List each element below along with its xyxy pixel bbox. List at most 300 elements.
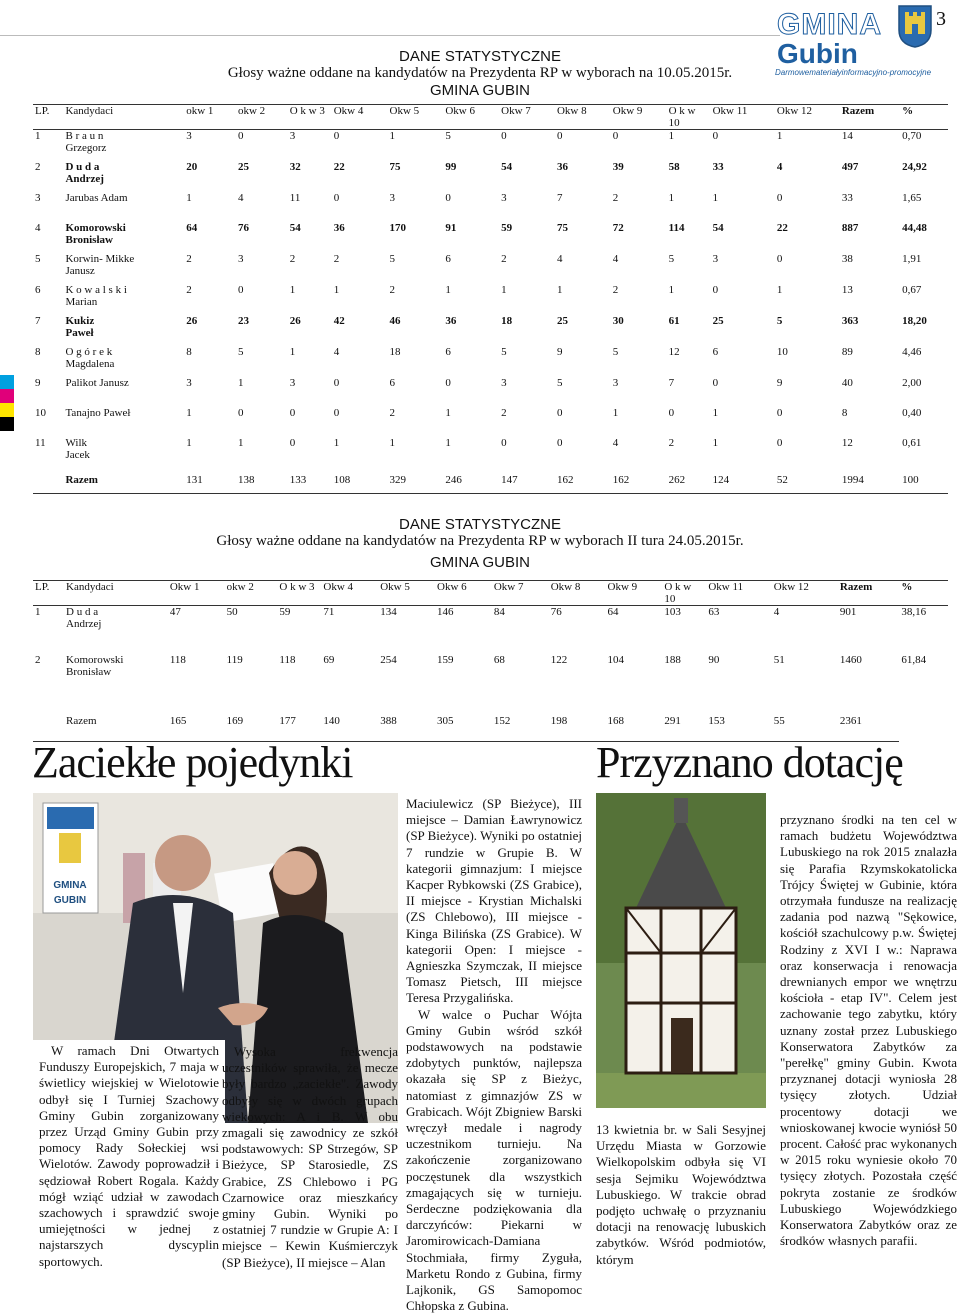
value-cell: 25 <box>712 314 724 327</box>
candidate-cell <box>63 192 184 222</box>
candidate-cell <box>63 253 184 284</box>
value-cell: 68 <box>493 653 505 666</box>
table-row <box>33 192 948 222</box>
value-cell: 0 <box>556 436 563 449</box>
value-cell: 0,40 <box>902 406 922 419</box>
church-photo <box>596 793 766 1108</box>
candidate-firstname: Janusz <box>65 264 95 277</box>
value-cell: 5 <box>612 345 619 358</box>
value-cell: 2 <box>186 252 192 265</box>
table2-heading-2: Głosy ważne oddane na kandydatów na Prezydenta RP w wyborach II tura 24.05.2015r. <box>216 533 744 549</box>
value-cell: 159 <box>437 653 454 666</box>
value-cell: 0 <box>237 130 244 142</box>
value-cell: 54 <box>289 221 301 234</box>
table1-heading-1: DANE STATYSTYCZNE <box>399 48 561 65</box>
value-cell: 4 <box>556 252 563 265</box>
value-cell: 1 <box>712 406 719 419</box>
table-row <box>33 407 948 437</box>
value-cell: 4 <box>612 436 619 449</box>
logo-gmina-text: GMINA <box>777 8 882 41</box>
value-cell: 0 <box>556 130 563 142</box>
sign-gubin-text: GUBIN <box>53 895 87 906</box>
value-cell: 3 <box>712 252 719 265</box>
value-cell: 0 <box>776 436 783 449</box>
value-cell: 1 <box>237 436 244 449</box>
value-cell: 170 <box>389 221 407 234</box>
value-cell: 61 <box>668 314 680 327</box>
column-header: Kandydaci <box>64 581 168 606</box>
value-cell: 1 <box>333 436 340 449</box>
column-header: O k w 3 <box>288 105 332 130</box>
value-cell: 497 <box>841 160 859 173</box>
article1-col3 <box>406 796 582 1315</box>
value-cell: 0 <box>445 376 451 389</box>
total-cell: 165 <box>168 702 225 742</box>
column-header: Okw 12 <box>772 581 838 606</box>
value-cell: 23 <box>237 314 249 327</box>
column-header: O k w 3 <box>277 581 321 606</box>
value-cell: 3 <box>237 252 244 265</box>
value-cell: 2 <box>389 406 396 419</box>
total-cell: 131 <box>184 468 236 494</box>
candidate-firstname: Andrzej <box>66 618 102 630</box>
candidate-surname: D u d a <box>65 160 100 173</box>
value-cell: 2,00 <box>902 376 922 389</box>
row-number: 2 <box>35 653 41 666</box>
article1-headline: Zaciekłe pojedynki <box>32 738 353 787</box>
total-cell: 153 <box>706 702 771 742</box>
value-cell: 0 <box>445 191 451 204</box>
value-cell: 114 <box>668 221 685 234</box>
value-cell: 2 <box>289 252 296 265</box>
value-cell: 59 <box>501 221 513 234</box>
table-row <box>33 315 948 346</box>
value-cell: 5 <box>389 252 396 265</box>
value-cell: 3 <box>186 376 192 389</box>
value-cell: 119 <box>226 653 243 666</box>
value-cell: 1 <box>501 283 507 296</box>
candidate-firstname: Magdalena <box>65 357 115 370</box>
total-empty-cell <box>33 468 63 494</box>
total-cell: 124 <box>711 468 775 494</box>
value-cell: 0 <box>333 191 340 204</box>
table-row <box>33 346 948 377</box>
column-header: okw 1 <box>184 105 236 130</box>
total-cell: 177 <box>277 702 321 742</box>
candidate-surname: Komorowski <box>66 653 124 666</box>
results-table-round2 <box>33 580 948 742</box>
value-cell: 0,70 <box>902 130 922 142</box>
logo-gubin-text: Gubin <box>777 38 858 69</box>
value-cell: 1,91 <box>902 252 922 265</box>
value-cell: 3 <box>389 191 396 204</box>
table-row <box>33 377 948 407</box>
value-cell: 30 <box>612 314 624 327</box>
value-cell: 4 <box>237 191 244 204</box>
value-cell: 5 <box>237 345 244 358</box>
value-cell: 7 <box>668 376 675 389</box>
value-cell: 33 <box>712 160 724 173</box>
candidate-surname: B r a u n <box>65 130 104 142</box>
column-header: Kandydaci <box>63 105 184 130</box>
candidate-cell <box>63 377 184 407</box>
value-cell: 4 <box>773 606 780 618</box>
value-cell: 0 <box>289 436 296 449</box>
article1-col3-text2: W walce o Puchar Wójta Gminy Gubin wśród szkół podstawowych na podstawie zdobytych punktów, najlepsza okazała się SP z Bieżyc, natomiast z gimnazjów ZS w Grabicach. Wójt Zbigniew Barski wręczył medale i nagrody uczestnikom turnieju. Na zakończenie zorganizowano poczęstunek dla wszystkich zmagających się w turnieju. Serdeczne podziękowania dla darczyńców: Piekarni w Jaromirowicach-Damiana Stochmiała, firmy Zyguła, Marketu Rondo z Gubina, firmy Lajkonik, GS Samopomoc Chłopska z Gubina. <box>406 1006 582 1314</box>
table-header-row <box>33 581 948 606</box>
value-cell: 4 <box>612 252 619 265</box>
value-cell: 1 <box>612 406 619 419</box>
value-cell: 75 <box>389 160 401 173</box>
value-cell: 33 <box>841 191 853 204</box>
column-header: Okw 8 <box>549 581 606 606</box>
table-total-row <box>33 702 948 742</box>
value-cell: 0,67 <box>902 283 922 296</box>
value-cell: 0 <box>712 376 719 389</box>
candidate-firstname: Jacek <box>65 448 90 461</box>
table2-heading-3: GMINA GUBIN <box>429 554 530 571</box>
total-cell: 108 <box>332 468 388 494</box>
row-number: 8 <box>35 345 41 358</box>
article1-col3-text1: Maciulewicz (SP Bieżyce), III miejsce – Damian Ławrynowicz (SP Bieżyce). Wyniki po ostatniej 7 rundzie w Grupie B. W kategorii gimnazjum: I miejsce Kacper Rybkowski (ZS Grabice), II miejsce - Krystian Michalski (ZS Chlebowo), III miejsce - Kinga Bilińska (ZS Grabice). W kategorii Open: I miejsce - Agnieszka Szymczak, II miejsce Tomasz Pietsch, III miejsce Teresa Przygalińska. <box>406 796 582 1006</box>
total-cell: 305 <box>435 702 492 742</box>
value-cell: 47 <box>169 606 181 618</box>
total-cell: 162 <box>611 468 667 494</box>
value-cell: 22 <box>776 221 788 234</box>
column-header: Razem <box>840 105 900 130</box>
logo-slogan: Darmowemateriałyinformacyjno-promocyjne <box>775 68 932 77</box>
candidate-firstname: Paweł <box>65 326 94 339</box>
value-cell: 84 <box>493 606 505 618</box>
row-number: 3 <box>35 191 41 204</box>
value-cell: 0 <box>333 406 340 419</box>
article2-col1 <box>596 1122 766 1268</box>
value-cell: 26 <box>289 314 301 327</box>
total-cell: 100 <box>900 468 948 494</box>
value-cell: 9 <box>556 345 563 358</box>
value-cell: 10 <box>776 345 788 358</box>
value-cell: 7 <box>556 191 563 204</box>
candidate-firstname: Bronisław <box>66 665 112 678</box>
results-table-round1 <box>33 104 948 494</box>
value-cell: 887 <box>841 221 859 234</box>
value-cell: 54 <box>712 221 724 234</box>
value-cell: 0 <box>556 406 563 419</box>
value-cell: 24,92 <box>902 160 927 173</box>
column-header: Okw 1 <box>168 581 225 606</box>
table-header-row <box>33 105 948 130</box>
candidate-cell <box>64 606 168 654</box>
value-cell: 3 <box>501 376 507 389</box>
column-header: O k w 10 <box>667 105 711 130</box>
value-cell: 59 <box>279 606 291 618</box>
value-cell: 39 <box>612 160 624 173</box>
value-cell: 91 <box>445 221 457 234</box>
value-cell: 104 <box>607 653 625 666</box>
candidate-firstname: Andrzej <box>65 172 104 185</box>
column-header: Okw 4 <box>332 105 388 130</box>
header-rule <box>0 35 780 36</box>
candidate-firstname: Bronisław <box>65 233 113 246</box>
table-total-row <box>33 468 948 494</box>
candidate-surname: Jarubas Adam <box>65 191 128 204</box>
value-cell: 1 <box>289 283 296 296</box>
value-cell: 3 <box>612 376 619 389</box>
value-cell: 1 <box>712 191 719 204</box>
candidate-surname: Komorowski <box>65 221 126 234</box>
value-cell: 40 <box>841 376 853 389</box>
table1-heading-3: GMINA GUBIN <box>429 82 530 99</box>
total-cell: 388 <box>378 702 435 742</box>
total-cell: 246 <box>443 468 499 494</box>
total-cell: 133 <box>288 468 332 494</box>
value-cell: 18 <box>389 345 401 358</box>
value-cell: 6 <box>712 345 719 358</box>
column-header: Razem <box>838 581 899 606</box>
value-cell: 64 <box>607 606 619 618</box>
value-cell: 38,16 <box>901 606 927 618</box>
value-cell: 0 <box>237 406 244 419</box>
value-cell: 90 <box>708 653 720 666</box>
value-cell: 13 <box>841 283 853 296</box>
table-row <box>33 654 948 702</box>
value-cell: 5 <box>501 345 507 358</box>
value-cell: 0,61 <box>902 436 922 449</box>
value-cell: 71 <box>323 606 335 618</box>
page-number: 3 <box>936 8 946 30</box>
value-cell: 6 <box>445 345 451 358</box>
coat-of-arms-icon <box>897 4 933 48</box>
value-cell: 89 <box>841 345 853 358</box>
value-cell: 8 <box>841 406 848 419</box>
value-cell: 20 <box>186 160 198 173</box>
article2-col2 <box>780 812 957 1249</box>
value-cell: 26 <box>186 314 198 327</box>
total-cell: 140 <box>321 702 378 742</box>
column-header: Okw 11 <box>711 105 775 130</box>
value-cell: 2 <box>501 406 507 419</box>
candidate-surname: O g ó r e k <box>65 345 113 358</box>
value-cell: 18,20 <box>902 314 927 327</box>
column-header: Okw 9 <box>606 581 663 606</box>
candidate-cell <box>63 284 184 315</box>
value-cell: 0 <box>333 130 340 142</box>
value-cell: 1460 <box>839 653 862 666</box>
value-cell: 0 <box>776 191 783 204</box>
column-header: okw 2 <box>236 105 288 130</box>
value-cell: 0 <box>712 130 719 142</box>
article2-headline: Przyznano dotację <box>596 738 903 787</box>
candidate-cell <box>63 437 184 468</box>
total-cell: 329 <box>388 468 444 494</box>
candidate-surname: Wilk <box>65 436 88 449</box>
value-cell: 4 <box>333 345 340 358</box>
value-cell: 1 <box>186 436 192 449</box>
table-row <box>33 437 948 468</box>
value-cell: 2 <box>612 283 619 296</box>
value-cell: 1 <box>237 376 244 389</box>
article2-col1-text: 13 kwietnia br. w Sali Sesyjnej Urzędu Miasta w Gorzowie Wielkopolskim odbyła się VI sesja Sejmiku Województwa Lubuskiego. W trakcie obrad podjęto uchwałę o przyznaniu dotacji na renowację lubuskich zabytków. Wśród podmiotów, którym <box>596 1122 766 1267</box>
total-cell: 291 <box>662 702 706 742</box>
value-cell: 0 <box>776 252 783 265</box>
value-cell: 5 <box>668 252 675 265</box>
value-cell: 1 <box>668 191 675 204</box>
value-cell: 1 <box>776 130 783 142</box>
yellow-mark <box>0 403 14 417</box>
value-cell: 0 <box>712 283 719 296</box>
column-header: LP. <box>33 581 64 606</box>
value-cell: 36 <box>445 314 457 327</box>
value-cell: 46 <box>389 314 401 327</box>
value-cell: 1,65 <box>902 191 922 204</box>
candidate-firstname: Grzegorz <box>65 142 107 154</box>
value-cell: 51 <box>773 653 785 666</box>
total-label: Razem <box>63 468 184 494</box>
table1-heading <box>0 48 960 99</box>
table-row <box>33 222 948 253</box>
table2-heading <box>0 516 960 571</box>
column-header: Okw 7 <box>499 105 555 130</box>
value-cell: 1 <box>445 436 451 449</box>
value-cell: 1 <box>333 283 340 296</box>
value-cell: 6 <box>389 376 396 389</box>
row-number: 9 <box>35 376 41 389</box>
value-cell: 2 <box>389 283 396 296</box>
value-cell: 50 <box>226 606 238 618</box>
value-cell: 188 <box>664 653 681 666</box>
value-cell: 64 <box>186 221 198 234</box>
column-header: Okw 9 <box>611 105 667 130</box>
table-row <box>33 284 948 315</box>
value-cell: 0 <box>776 406 783 419</box>
value-cell: 36 <box>556 160 568 173</box>
value-cell: 14 <box>841 130 853 142</box>
value-cell: 72 <box>612 221 624 234</box>
value-cell: 0 <box>333 376 340 389</box>
value-cell: 2 <box>186 283 192 296</box>
value-cell: 3 <box>501 191 507 204</box>
candidate-surname: D u d a <box>66 606 99 618</box>
sign-gmina-text: GMINA <box>53 880 87 891</box>
total-cell: 147 <box>499 468 555 494</box>
total-cell: 162 <box>555 468 611 494</box>
total-cell: 152 <box>492 702 549 742</box>
value-cell: 118 <box>169 653 186 666</box>
article1-col2-text: Wysoka frekwencja uczestników sprawiła, że mecze były bardzo „zaciekłe". Zawody odbyły się w dwóch grupach wiekowych: A i B. W obu zmagali się zawodnicy ze szkół podstawowych: SP Strzegów, SP Bieżyce, SP Starosiedle, ZS Grabice, ZS Chlebowo i PG Czarnowice oraz mieszkańcy gminy Gubin. Wyniki po ostatniej 7 rundzie w Grupie A: I miejsce – Kewin Kuśmierczyk (SP Bieżyce), II miejsce – Alan <box>222 1044 398 1270</box>
value-cell: 5 <box>556 376 563 389</box>
value-cell: 1 <box>556 283 563 296</box>
value-cell: 0 <box>501 436 507 449</box>
value-cell: 11 <box>289 191 301 204</box>
magenta-mark <box>0 389 14 403</box>
cyan-mark <box>0 375 14 389</box>
value-cell: 63 <box>708 606 720 618</box>
table-row <box>33 161 948 192</box>
candidate-cell <box>63 222 184 253</box>
value-cell: 61,84 <box>901 653 927 666</box>
column-header: Okw 4 <box>321 581 378 606</box>
column-header: % <box>900 105 948 130</box>
value-cell: 75 <box>556 221 568 234</box>
total-cell: 52 <box>775 468 840 494</box>
value-cell: 363 <box>841 314 859 327</box>
value-cell: 58 <box>668 160 680 173</box>
candidate-cell <box>63 315 184 346</box>
value-cell: 2 <box>501 252 507 265</box>
value-cell: 4 <box>776 160 783 173</box>
table-row <box>33 130 948 161</box>
value-cell: 4,46 <box>902 345 922 358</box>
value-cell: 1 <box>668 283 675 296</box>
candidate-cell <box>63 407 184 437</box>
column-header: LP. <box>33 105 63 130</box>
value-cell: 5 <box>776 314 783 327</box>
value-cell: 6 <box>445 252 451 265</box>
value-cell: 32 <box>289 160 301 173</box>
column-header: okw 2 <box>225 581 278 606</box>
value-cell: 0 <box>237 283 244 296</box>
article1-col1-text: W ramach Dni Otwartych Funduszy Europejskich, 7 maja w świetlicy wiejskiej w Wielotowie odbył się I Turniej Szachowy Gminy Gubin zorganizowany przez Urząd Gminy Gubin przy pomocy Rady Sołeckiej wsi Wielotów. Zawody poprowadził i sędziował Robert Rogala. Każdy mógł wziąć udział w zawodach szachowych i sprawdzić swoje umiejętności w jednej z najstarszych dyscyplin sportowych. <box>39 1043 219 1269</box>
value-cell: 134 <box>380 606 397 618</box>
value-cell: 0 <box>289 406 296 419</box>
total-cell: 2361 <box>838 702 899 742</box>
column-header: Okw 7 <box>492 581 549 606</box>
candidate-surname: Kukiz <box>65 314 95 327</box>
value-cell: 9 <box>776 376 783 389</box>
candidate-cell <box>63 161 184 192</box>
value-cell: 25 <box>237 160 249 173</box>
value-cell: 2 <box>612 191 619 204</box>
row-number: 6 <box>35 283 41 296</box>
column-header: Okw 5 <box>378 581 435 606</box>
value-cell: 38 <box>841 252 853 265</box>
value-cell: 1 <box>186 191 192 204</box>
row-number: 2 <box>35 160 41 173</box>
value-cell: 2 <box>668 436 675 449</box>
candidate-surname: K o w a l s k i <box>65 283 127 296</box>
value-cell: 122 <box>550 653 568 666</box>
column-header: Okw 12 <box>775 105 840 130</box>
total-cell: 138 <box>236 468 288 494</box>
column-header: Okw 5 <box>388 105 444 130</box>
column-header: O k w 10 <box>662 581 706 606</box>
article2-col2-text: przyznano środki na ten cel w ramach budżetu Województwa Lubuskiego na rok 2015 znalazła się Parafia Rzymskokatolicka Trójcy Świętej w Gubinie, która otrzymała fundusze na realizację zadania pod nazwą "Sękowice, kościół szachulcowy p.w. Świętej Rodziny z XVI I w.: Naprawa oraz konserwacja i renowacja drewnianych empor we wnętrzu kościoła - etap IV". Celem jest zachowanie tego zabytku, który uznany został przez Lubuskiego Konserwatora Zabytków za "perełkę" gminy Gubin. Kwota przyznanej dotacji wyniosła 28 tysięcy złotych. Udział procentowy dotacji we wnioskowanej kwocie wyniósł 50 procent. Całość prac wykonanych w 2015 roku wyniesie około 70 tysięcy złotych. Pozostała część pokryta zostanie ze środków Lubuskiego Wojewódzkiego Konserwatora Zabytków oraz ze środków własnych parafii. <box>780 812 957 1249</box>
row-number: 1 <box>35 606 41 618</box>
value-cell: 76 <box>237 221 249 234</box>
value-cell: 12 <box>668 345 680 358</box>
table1-heading-2: Głosy ważne oddane na kandydatów na Prezydenta RP w wyborach na 10.05.2015r. <box>227 65 733 81</box>
value-cell: 3 <box>289 376 296 389</box>
value-cell: 0 <box>668 406 675 419</box>
value-cell: 42 <box>333 314 345 327</box>
total-cell: 168 <box>606 702 663 742</box>
total-empty-cell <box>33 702 64 742</box>
total-cell: 198 <box>549 702 606 742</box>
value-cell: 3 <box>186 130 192 142</box>
column-header: Okw 8 <box>555 105 611 130</box>
row-number: 1 <box>35 130 41 142</box>
value-cell: 901 <box>839 606 857 618</box>
value-cell: 1 <box>389 130 396 142</box>
candidate-surname: Korwin- Mikke <box>65 252 135 265</box>
value-cell: 1 <box>389 436 396 449</box>
value-cell: 18 <box>501 314 513 327</box>
row-number: 7 <box>35 314 41 327</box>
candidate-cell <box>63 346 184 377</box>
table2-heading-1: DANE STATYSTYCZNE <box>399 516 561 533</box>
candidate-surname: Tanajno Paweł <box>65 406 131 419</box>
value-cell: 8 <box>186 345 192 358</box>
